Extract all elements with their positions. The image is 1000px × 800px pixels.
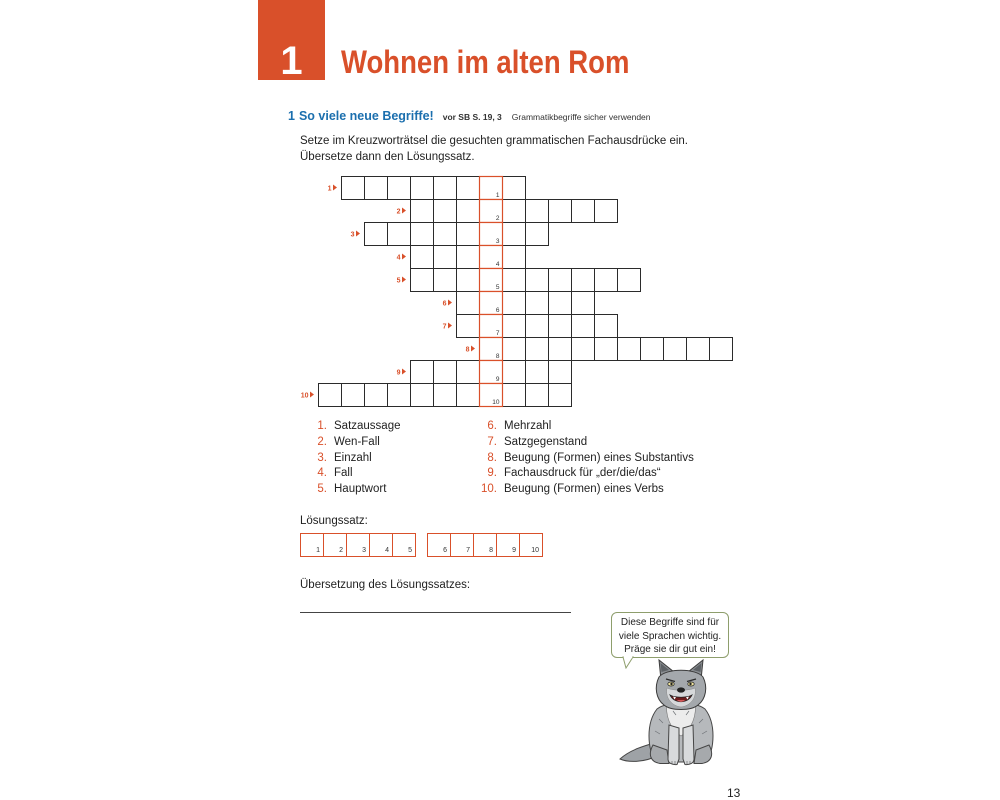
clue-text: Beugung (Formen) eines Verbs xyxy=(504,483,664,495)
arrow-right-icon xyxy=(333,185,337,191)
crossword-row-number: 4 xyxy=(396,254,401,262)
solution-cell-number: 10 xyxy=(492,399,500,406)
crossword-cell[interactable] xyxy=(457,223,480,246)
clue-text: Wen-Fall xyxy=(334,435,380,448)
crossword-cell[interactable] xyxy=(503,177,526,200)
solution-box-number: 9 xyxy=(512,547,516,554)
crossword-cell[interactable] xyxy=(457,384,480,407)
crossword-cell[interactable] xyxy=(549,384,572,407)
clue-number: 2. xyxy=(317,435,327,448)
solution-cell-number: 7 xyxy=(495,330,500,337)
solution-box-number: 3 xyxy=(362,547,366,554)
crossword-cell[interactable] xyxy=(411,269,434,292)
solution-box-number: 4 xyxy=(385,547,389,554)
clue-item xyxy=(470,435,694,451)
crossword-cell[interactable] xyxy=(365,384,388,407)
crossword-row xyxy=(397,269,641,292)
instruction-line: Setze im Kreuzworträtsel die gesuchten grammatischen Fachausdrücke ein. xyxy=(300,135,688,147)
crossword-grid xyxy=(290,170,740,410)
clue-item xyxy=(300,482,401,498)
instruction-line: Übersetze dann den Lösungssatz. xyxy=(300,151,475,163)
crossword-cell[interactable] xyxy=(595,338,618,361)
crossword-cell[interactable] xyxy=(572,200,595,223)
crossword-cell[interactable] xyxy=(549,361,572,384)
crossword-cell[interactable] xyxy=(388,223,411,246)
crossword-cell[interactable] xyxy=(434,223,457,246)
arrow-right-icon xyxy=(402,277,406,283)
crossword-cell[interactable] xyxy=(434,177,457,200)
solution-letter-box[interactable] xyxy=(519,533,543,557)
solution-cell-number: 4 xyxy=(495,261,500,268)
clue-text: Satzaussage xyxy=(334,420,401,432)
crossword-cell[interactable] xyxy=(526,361,549,384)
clue-text: Hauptwort xyxy=(334,483,387,495)
arrow-right-icon xyxy=(402,208,406,214)
page-number: 13 xyxy=(727,786,741,800)
wolf-pupil-right xyxy=(689,683,691,685)
solution-word-2 xyxy=(427,533,543,557)
crossword-row-number: 9 xyxy=(396,369,401,377)
crossword-cell[interactable] xyxy=(595,269,618,292)
crossword-row-number: 2 xyxy=(396,208,401,216)
wolf-pupil-left xyxy=(670,683,672,685)
crossword-cell[interactable] xyxy=(411,384,434,407)
solution-cell-number: 9 xyxy=(495,376,500,383)
solution-cell-number: 6 xyxy=(495,307,500,314)
clue-text: Mehrzahl xyxy=(504,420,552,432)
crossword-cell[interactable] xyxy=(411,200,434,223)
crossword-cell[interactable] xyxy=(388,384,411,407)
crossword-cell[interactable] xyxy=(457,246,480,269)
crossword-row xyxy=(397,246,526,269)
crossword-cell[interactable] xyxy=(457,177,480,200)
crossword-cell[interactable] xyxy=(572,338,595,361)
clue-item xyxy=(300,451,401,467)
crossword-cell[interactable] xyxy=(526,223,549,246)
exercise-instructions xyxy=(300,133,688,165)
clue-item xyxy=(470,466,694,482)
exercise-goal: Grammatikbegriffe sicher verwenden xyxy=(511,112,651,122)
crossword-cell[interactable] xyxy=(618,338,641,361)
clue-item xyxy=(470,419,694,435)
crossword-cell[interactable] xyxy=(342,384,365,407)
crossword-cell[interactable] xyxy=(549,200,572,223)
crossword-cell[interactable] xyxy=(411,223,434,246)
solution-letter-box[interactable] xyxy=(392,533,416,557)
crossword-cell[interactable] xyxy=(457,315,480,338)
crossword-row-number: 3 xyxy=(350,231,355,239)
solution-letter-box[interactable] xyxy=(369,533,393,557)
crossword-cell[interactable] xyxy=(457,292,480,315)
clue-text: Fall xyxy=(334,467,353,480)
clue-number: 8. xyxy=(487,451,497,464)
solution-label: Lösungssatz: xyxy=(300,515,368,527)
exercise-title: So viele neue Begriffe! xyxy=(298,109,434,123)
crossword-row xyxy=(443,315,618,338)
clue-list-right xyxy=(470,419,694,498)
crossword-cell[interactable] xyxy=(687,338,710,361)
arrow-right-icon xyxy=(471,346,475,352)
clue-item xyxy=(300,435,401,451)
arrow-right-icon xyxy=(310,392,314,398)
crossword-cell[interactable] xyxy=(595,315,618,338)
exercise-heading xyxy=(288,109,651,124)
crossword-row xyxy=(397,200,618,223)
clue-number: 10. xyxy=(481,483,497,495)
crossword-cell[interactable] xyxy=(388,177,411,200)
clue-number: 3. xyxy=(317,451,327,464)
crossword-cell[interactable] xyxy=(319,384,342,407)
crossword-row-number: 1 xyxy=(327,185,332,193)
crossword-cell[interactable] xyxy=(434,384,457,407)
crossword-solution-column xyxy=(480,177,503,407)
clue-item xyxy=(470,451,694,467)
crossword-cell[interactable] xyxy=(572,269,595,292)
solution-box-number: 8 xyxy=(489,547,493,554)
speech-bubble-line: Diese Begriffe sind für xyxy=(620,617,720,628)
clue-number: 6. xyxy=(487,420,497,432)
solution-box-number: 6 xyxy=(443,547,447,554)
crossword-cell[interactable] xyxy=(526,269,549,292)
solution-letter-box[interactable] xyxy=(473,533,497,557)
clue-text: Fachausdruck für „der/die/das“ xyxy=(504,467,661,480)
clue-text: Satzgegenstand xyxy=(504,435,588,448)
crossword-cell[interactable] xyxy=(549,292,572,315)
solution-letter-box[interactable] xyxy=(427,533,451,557)
solution-letter-box[interactable] xyxy=(450,533,474,557)
crossword-row xyxy=(443,292,595,315)
textbook-reference: vor SB S. 19, 3 xyxy=(442,112,502,122)
wolf-illustration xyxy=(615,655,745,770)
clue-number: 9. xyxy=(487,467,497,480)
solution-box-number: 10 xyxy=(531,547,539,554)
crossword-cell[interactable] xyxy=(549,269,572,292)
solution-cell-number: 3 xyxy=(495,238,500,245)
crossword-cell[interactable] xyxy=(434,200,457,223)
crossword-cell[interactable] xyxy=(434,269,457,292)
crossword-cell[interactable] xyxy=(526,384,549,407)
arrow-right-icon xyxy=(402,254,406,260)
crossword-cell[interactable] xyxy=(572,292,595,315)
clue-item xyxy=(300,466,401,482)
crossword-row xyxy=(351,223,549,246)
crossword-row xyxy=(466,338,733,361)
wolf-front-leg-right xyxy=(683,725,694,765)
solution-word-1 xyxy=(300,533,416,557)
translation-answer-line[interactable] xyxy=(300,612,571,613)
crossword-cell[interactable] xyxy=(710,338,733,361)
clue-text: Einzahl xyxy=(334,451,372,464)
arrow-right-icon xyxy=(402,369,406,375)
clue-number: 7. xyxy=(487,435,497,448)
crossword-cell[interactable] xyxy=(503,246,526,269)
crossword-cell[interactable] xyxy=(595,200,618,223)
speech-bubble-line: viele Sprachen wichtig. xyxy=(618,630,722,642)
crossword-cell[interactable] xyxy=(503,315,526,338)
crossword-cell[interactable] xyxy=(572,315,595,338)
crossword-cell[interactable] xyxy=(549,315,572,338)
crossword-cell[interactable] xyxy=(503,338,526,361)
crossword-cell[interactable] xyxy=(526,200,549,223)
wolf-nose xyxy=(677,687,685,692)
speech-bubble xyxy=(611,612,729,658)
crossword-cell[interactable] xyxy=(618,269,641,292)
crossword-cell[interactable] xyxy=(457,361,480,384)
crossword-cell[interactable] xyxy=(411,361,434,384)
crossword-cell[interactable] xyxy=(411,246,434,269)
crossword-cell[interactable] xyxy=(457,200,480,223)
crossword-row-number: 8 xyxy=(465,346,470,354)
crossword-cell[interactable] xyxy=(503,223,526,246)
arrow-right-icon xyxy=(448,323,452,329)
crossword-cell[interactable] xyxy=(664,338,687,361)
crossword-row xyxy=(301,384,572,407)
arrow-right-icon xyxy=(448,300,452,306)
crossword-cell[interactable] xyxy=(434,246,457,269)
clue-number: 4. xyxy=(317,467,327,480)
solution-letter-box[interactable] xyxy=(496,533,520,557)
crossword-cell[interactable] xyxy=(526,338,549,361)
clue-item xyxy=(300,419,401,435)
crossword-cell[interactable] xyxy=(549,338,572,361)
clue-number: 5. xyxy=(317,483,327,495)
solution-letter-box[interactable] xyxy=(346,533,370,557)
solution-cell-number: 8 xyxy=(495,353,500,360)
solution-letter-box[interactable] xyxy=(323,533,347,557)
crossword-cell[interactable] xyxy=(526,315,549,338)
exercise-number: 1 xyxy=(288,109,295,123)
crossword-row-number: 10 xyxy=(300,392,309,400)
crossword-cell[interactable] xyxy=(503,200,526,223)
translation-label: Übersetzung des Lösungssatzes: xyxy=(300,579,471,591)
solution-cell-number: 5 xyxy=(495,284,500,291)
chapter-number: 1 xyxy=(280,39,303,83)
chapter-number-box xyxy=(258,0,325,83)
arrow-right-icon xyxy=(356,231,360,237)
solution-box-number: 2 xyxy=(339,547,343,554)
clue-number: 1. xyxy=(317,420,327,432)
speech-bubble-line: Präge sie dir gut ein! xyxy=(624,644,716,655)
crossword-cell[interactable] xyxy=(457,269,480,292)
clue-list-left xyxy=(300,419,401,498)
crossword-cell[interactable] xyxy=(342,177,365,200)
crossword-cell[interactable] xyxy=(411,177,434,200)
crossword-row-number: 6 xyxy=(442,300,447,308)
solution-box-number: 1 xyxy=(316,547,320,554)
crossword-row-number: 7 xyxy=(442,323,447,331)
chapter-title: Wohnen im alten Rom xyxy=(341,44,630,80)
crossword-cell[interactable] xyxy=(503,269,526,292)
crossword-cell[interactable] xyxy=(641,338,664,361)
solution-letter-box[interactable] xyxy=(300,533,324,557)
wolf-front-leg-left xyxy=(668,725,679,765)
solution-cell-number: 1 xyxy=(495,192,500,199)
crossword-cell[interactable] xyxy=(503,361,526,384)
crossword-row-number: 5 xyxy=(396,277,401,285)
solution-box-number: 7 xyxy=(466,547,470,554)
crossword-cell[interactable] xyxy=(503,384,526,407)
crossword-cell[interactable] xyxy=(365,223,388,246)
crossword-cell[interactable] xyxy=(503,292,526,315)
crossword-cell[interactable] xyxy=(526,292,549,315)
crossword-cell[interactable] xyxy=(365,177,388,200)
solution-cell-number: 2 xyxy=(495,215,500,222)
crossword-cell[interactable] xyxy=(434,361,457,384)
clue-item xyxy=(470,482,694,498)
solution-box-number: 5 xyxy=(408,547,412,554)
clue-text: Beugung (Formen) eines Substantivs xyxy=(504,451,694,464)
